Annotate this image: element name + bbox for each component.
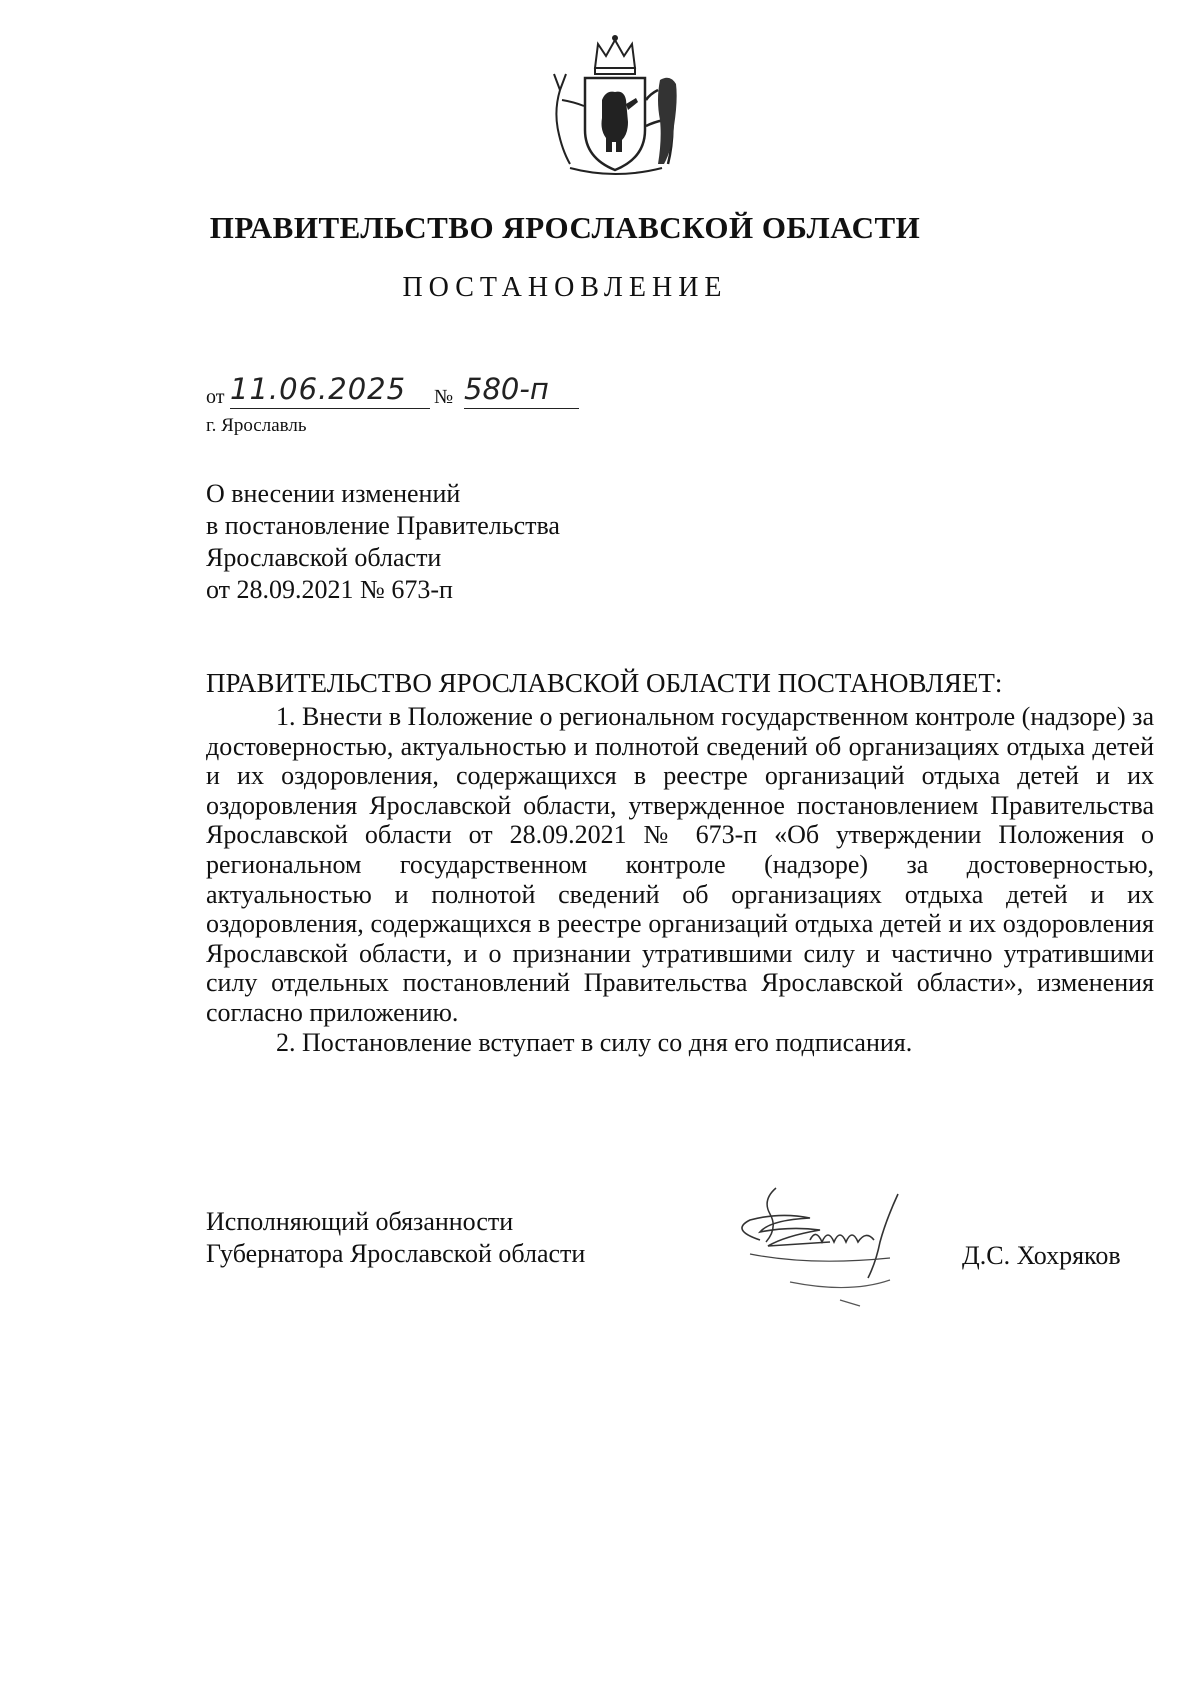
body-paragraph: 1. Внести в Положение о региональном государственном контроле (надзоре) за достоверностью, актуальностью и полнотой сведений об организациях отдыха детей и их оздоровления, содержащихся в реестре организаций отдыха детей и их оздоровления Ярославской области, утвержденное постановлением Правительства Ярославской области от 28.09.2021 № 673-п «Об утверждении Положения о региональном государственном контроле (надзоре) за достоверностью, актуальностью и полнотой сведений об организациях отдыха детей и их оздоровления, содержащихся в реестре организаций отдыха детей и их оздоровления Ярославской области, и о признании утратившими силу и частично утратившими силу отдельных постановлений Правительства Ярославской области», изменения согласно приложению. — [206, 702, 1154, 1027]
handwritten-signature-icon — [690, 1170, 950, 1320]
subject-line: О внесении изменений — [206, 479, 461, 508]
signatory-position — [206, 1206, 585, 1270]
body-paragraph: 2. Постановление вступает в силу со дня его подписания. — [276, 1027, 913, 1057]
document-type: ПОСТАНОВЛЕНИЕ — [402, 272, 728, 303]
handwritten-number: 580-п — [464, 372, 579, 409]
subject-line: Ярославской области — [206, 543, 442, 572]
city: г. Ярославль — [206, 415, 307, 436]
subject-line: в постановление Правительства — [206, 511, 560, 540]
handwritten-date: 11.06.2025 — [230, 372, 430, 409]
position-line: Исполняющий обязанности — [206, 1207, 514, 1236]
yaroslavl-coat-of-arms-icon — [540, 30, 690, 180]
subject-line: от 28.09.2021 № 673-п — [206, 575, 453, 604]
decree-intro: ПРАВИТЕЛЬСТВО ЯРОСЛАВСКОЙ ОБЛАСТИ ПОСТАНОВЛЯЕТ: — [206, 668, 1003, 698]
number-prefix: № — [434, 386, 454, 408]
decree-body — [206, 702, 1154, 1057]
signer-name: Д.С. Хохряков — [962, 1241, 1121, 1270]
date-prefix: от — [206, 386, 225, 408]
decree-subject — [206, 478, 560, 606]
position-line: Губернатора Ярославской области — [206, 1239, 586, 1268]
government-title: ПРАВИТЕЛЬСТВО ЯРОСЛАВСКОЙ ОБЛАСТИ — [209, 210, 921, 245]
